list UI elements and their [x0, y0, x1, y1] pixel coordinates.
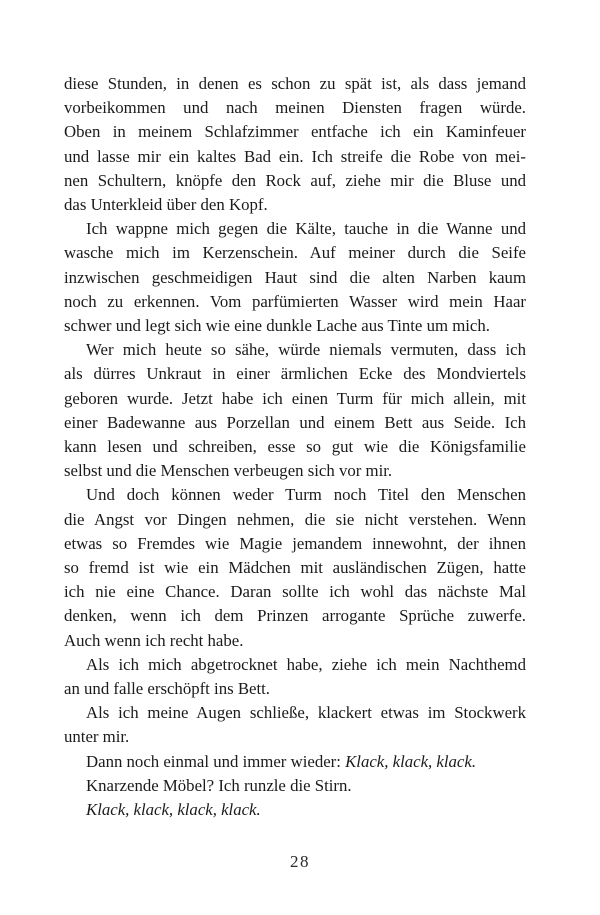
- italic-onomatopoeia: Klack, klack, klack.: [345, 751, 477, 771]
- paragraph-9: [64, 798, 526, 822]
- paragraph-4: [64, 483, 526, 652]
- text-line: vorbeikommen und nach meinen Diensten fragen würde.: [64, 98, 526, 118]
- text-line: die Angst vor Dingen nehmen, die sie nicht verstehen. Wenn: [64, 509, 526, 529]
- text-line: Als ich meine Augen schließe, klackert etwas im Stockwerk: [86, 703, 526, 723]
- text-line: unter mir.: [64, 727, 130, 747]
- text-line: nen Schultern, knöpfe den Rock auf, ziehe mir die Bluse und: [64, 170, 526, 190]
- text-line: noch zu erkennen. Vom parfümierten Wasser wird mein Haar: [64, 291, 526, 311]
- text-line: Wer mich heute so sähe, würde niemals vermuten, dass ich: [86, 340, 526, 360]
- italic-onomatopoeia: Klack, klack, klack, klack.: [86, 800, 261, 820]
- text-line: als dürres Unkraut in einer ärmlichen Ecke des Mondviertels: [64, 364, 526, 384]
- text-line: kann lesen und schreiben, esse so gut wie die Königsfamilie: [64, 437, 526, 457]
- text-line: Ich wappne mich gegen die Kälte, tauche in die Wanne und: [86, 219, 526, 239]
- text-line: so fremd ist wie ein Mädchen mit ausländischen Zügen, hatte: [64, 558, 526, 578]
- text-line: Auch wenn ich recht habe.: [64, 630, 244, 650]
- text-line: und lasse mir ein kaltes Bad ein. Ich streife die Robe von mei-: [64, 146, 526, 166]
- text-line: an und falle erschöpft ins Bett.: [64, 679, 270, 699]
- text-line: inzwischen geschmeidigen Haut sind die alten Narben kaum: [64, 267, 526, 287]
- paragraph-1: [64, 72, 526, 217]
- book-page: [64, 72, 526, 822]
- text-line: etwas so Fremdes wie Magie jemandem innewohnt, der ihnen: [64, 533, 526, 553]
- text-line: das Unterkleid über den Kopf.: [64, 195, 268, 215]
- text-line: schwer und legt sich wie eine dunkle Lache aus Tinte um mich.: [64, 316, 490, 336]
- text-line: Dann noch einmal und immer wieder:: [86, 751, 346, 771]
- paragraph-5: [64, 653, 526, 701]
- text-line: denken, wenn ich dem Prinzen arrogante Sprüche zuwerfe.: [64, 606, 526, 626]
- text-line: selbst und die Menschen verbeugen sich vor mir.: [64, 461, 393, 481]
- paragraph-3: [64, 338, 526, 483]
- paragraph-7: [64, 750, 526, 774]
- page-number: 28: [290, 852, 310, 871]
- text-line: Oben in meinem Schlafzimmer entfache ich ein Kaminfeuer: [64, 122, 526, 142]
- text-line: Und doch können weder Turm noch Titel den Menschen: [86, 485, 526, 505]
- paragraph-6: [64, 701, 526, 749]
- text-line: einer Badewanne aus Porzellan und einem Bett aus Seide. Ich: [64, 412, 526, 432]
- paragraph-2: [64, 217, 526, 338]
- text-line: ich nie eine Chance. Daran sollte ich wohl das nächste Mal: [64, 582, 526, 602]
- text-line: geboren wurde. Jetzt habe ich einen Turm für mich allein, mit: [64, 388, 526, 408]
- text-line: wasche mich im Kerzenschein. Auf meiner durch die Seife: [64, 243, 526, 263]
- paragraph-8: [64, 774, 526, 798]
- text-line: diese Stunden, in denen es schon zu spät ist, als dass jemand: [64, 74, 526, 93]
- text-line: Knarzende Möbel? Ich runzle die Stirn.: [86, 775, 352, 795]
- text-line: Als ich mich abgetrocknet habe, ziehe ich mein Nachthemd: [86, 654, 526, 674]
